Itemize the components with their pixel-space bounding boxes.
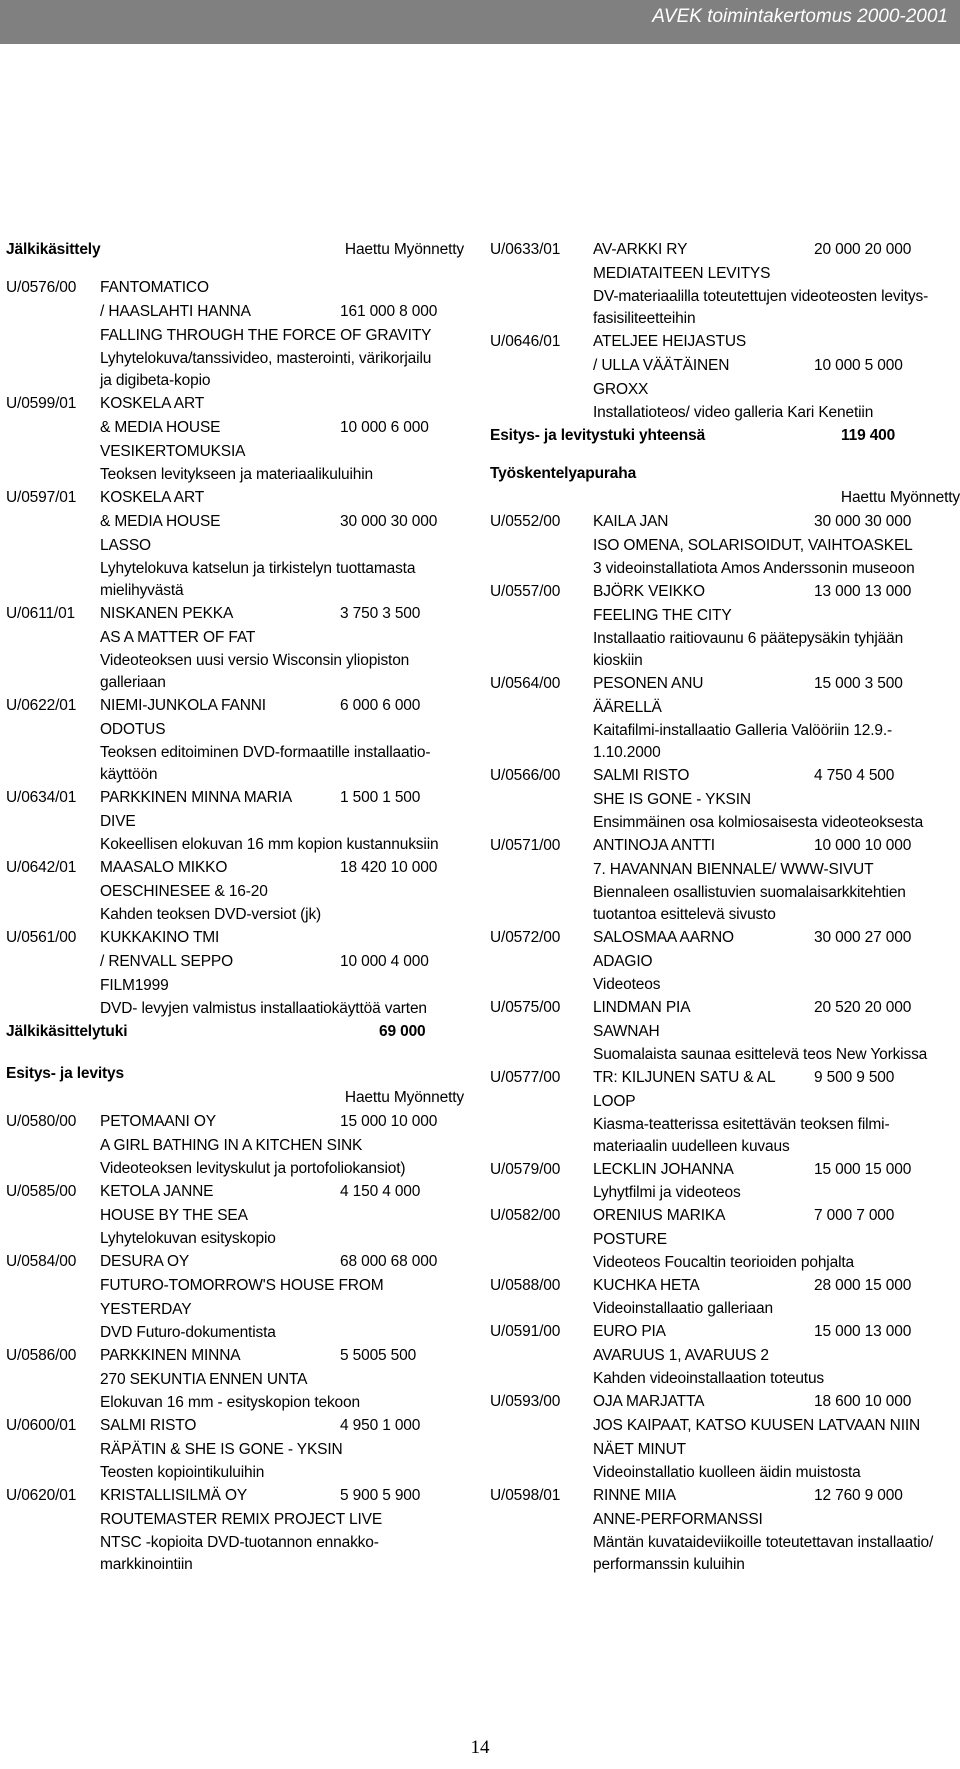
grant-amounts: 5 5005 500 [340,1347,417,1364]
page-number: 14 [470,1737,490,1758]
description-text: käyttöön [100,766,158,783]
entry-line [490,534,960,558]
recipient-or-title: PARKKINEN MINNA [100,1347,241,1364]
left-column [6,238,474,1576]
recipient-or-title: AS A MATTER OF FAT [100,629,256,646]
description-text: Elokuvan 16 mm - esityskopion tekoon [100,1394,360,1411]
entry-line [6,534,474,558]
description-line [490,628,960,650]
subtotal-label: Esitys- ja levitystuki yhteensä [490,427,706,444]
grant-entry [6,786,474,810]
grant-amounts: 15 000 15 000 [814,1161,912,1178]
description-line [490,742,960,764]
description-text: Teoksen editoiminen DVD-formaatille installaatio- [100,744,431,761]
grant-amounts: 10 000 10 000 [814,837,912,854]
grant-code: U/0552/00 [490,513,561,530]
recipient-or-title: KRISTALLISILMÄ OY [100,1487,248,1504]
grant-amounts: 9 500 9 500 [814,1069,895,1086]
recipient-or-title: SAWNAH [593,1023,660,1040]
description-line [490,558,960,580]
grant-entry [6,1414,474,1438]
recipient-or-title: FEELING THE CITY [593,607,732,624]
grant-code: U/0575/00 [490,999,561,1016]
entry-line [6,950,474,974]
recipient-or-title: ODOTUS [100,721,166,738]
grant-code: U/0576/00 [6,279,77,296]
grant-entry [490,510,960,534]
description-text: galleriaan [100,674,166,691]
grant-code: U/0622/01 [6,697,77,714]
description-text: Videoinstallatio kuolleen äidin muistosta [593,1464,861,1481]
entry-line [6,718,474,742]
description-line [490,286,960,308]
recipient-or-title: MAASALO MIKKO [100,859,228,876]
spacer [6,262,474,276]
grant-amounts: 7 000 7 000 [814,1207,895,1224]
description-text: Videoteoksen uusi versio Wisconsin yliopiston [100,652,410,669]
column-header: Haettu Myönnetty [344,1089,464,1106]
recipient-or-title: ÄÄRELLÄ [593,699,662,716]
recipient-or-title: 270 SEKUNTIA ENNEN UNTA [100,1371,308,1388]
grant-code: U/0634/01 [6,789,77,806]
entry-line [6,1508,474,1532]
section-heading [490,462,960,486]
description-line [490,1182,960,1204]
grant-amounts: 15 000 13 000 [814,1323,912,1340]
description-text: Teoksen levitykseen ja materiaalikuluihin [100,466,373,483]
description-line [6,834,474,856]
description-text: Videoteos Foucaltin teorioiden pohjalta [593,1254,854,1271]
description-text: Lyhytfilmi ja videoteos [593,1184,741,1201]
grant-amounts: 10 000 4 000 [340,953,429,970]
entry-line [490,1020,960,1044]
grant-code: U/0571/00 [490,837,561,854]
recipient-or-title: SALMI RISTO [100,1417,197,1434]
description-text: Installaatio raitiovaunu 6 päätepysäkin tyhjään [593,630,904,647]
description-text: Kokeellisen elokuvan 16 mm kopion kustannuksiin [100,836,439,853]
recipient-or-title: FALLING THROUGH THE FORCE OF GRAVITY [100,327,432,344]
grant-entry [490,1204,960,1228]
description-text: DV-materiaalilla toteutettujen videoteosten levitys- [593,288,929,305]
section-title: Jälkikäsittely [6,241,101,258]
grant-code: U/0582/00 [490,1207,561,1224]
description-line [6,904,474,926]
entry-line [6,1438,474,1462]
recipient-or-title: NISKANEN PEKKA [100,605,234,622]
grant-entry [490,1274,960,1298]
section-title: Esitys- ja levitys [6,1065,124,1082]
recipient-or-title: / HAASLAHTI HANNA [100,303,251,320]
description-line [6,998,474,1020]
description-text: Kaitafilmi-installaatio Galleria Valööriin 12.9.- [593,722,893,739]
grant-entry [6,1344,474,1368]
recipient-or-title: SALMI RISTO [593,767,690,784]
header-bar [0,0,960,44]
recipient-or-title: A GIRL BATHING IN A KITCHEN SINK [100,1137,363,1154]
recipient-or-title: OESCHINESEE & 16-20 [100,883,268,900]
grant-entry [6,1250,474,1274]
grant-code: U/0599/01 [6,395,77,412]
entry-line [6,974,474,998]
grant-entry [6,1110,474,1134]
subtotal-label: Jälkikäsittelytuki [6,1023,128,1040]
grant-entry [490,1390,960,1414]
grant-entry [490,1320,960,1344]
description-line [6,650,474,672]
grant-code: U/0600/01 [6,1417,77,1434]
recipient-or-title: & MEDIA HOUSE [100,419,221,436]
recipient-or-title: TR: KILJUNEN SATU & AL [593,1069,776,1086]
entry-line [6,1368,474,1392]
grant-amounts: 20 000 20 000 [814,241,912,258]
description-line [490,650,960,672]
recipient-or-title: PESONEN ANU [593,675,704,692]
description-text: kioskiin [593,652,643,669]
grant-amounts: 18 420 10 000 [340,859,438,876]
grant-amounts: 4 950 1 000 [340,1417,421,1434]
description-text: Ensimmäinen osa kolmiosaisesta videoteoksesta [593,814,924,831]
grant-amounts: 3 750 3 500 [340,605,421,622]
entry-line [6,510,474,534]
recipient-or-title: AVARUUS 1, AVARUUS 2 [593,1347,769,1364]
recipient-or-title: VESIKERTOMUKSIA [100,443,246,460]
right-column [490,238,960,1576]
recipient-or-title: & MEDIA HOUSE [100,513,221,530]
description-text: fasisiliteetteihin [593,310,696,327]
grant-entry [490,764,960,788]
grant-amounts: 1 500 1 500 [340,789,421,806]
recipient-or-title: ANNE-PERFORMANSSI [593,1511,763,1528]
description-line [6,742,474,764]
entry-line [6,324,474,348]
grant-entry [6,602,474,626]
grant-amounts: 4 750 4 500 [814,767,895,784]
grant-entry [490,580,960,604]
grant-entry [6,926,474,950]
description-text: materiaalin uudelleen kuvaus [593,1138,790,1155]
recipient-or-title: DESURA OY [100,1253,190,1270]
description-line [490,1532,960,1554]
description-text: markkinointiin [100,1556,193,1573]
recipient-or-title: NÄET MINUT [593,1441,686,1458]
recipient-or-title: 7. HAVANNAN BIENNALE/ WWW-SIVUT [593,861,874,878]
entry-line [6,880,474,904]
document-title: AVEK toimintakertomus 2000-2001 [652,6,948,27]
description-text: Installatioteos/ video galleria Kari Kenetiin [593,404,874,421]
description-line [6,764,474,786]
subtotal-value: 69 000 [379,1023,426,1040]
recipient-or-title: MEDIATAITEEN LEVITYS [593,265,771,282]
description-text: 3 videoinstallatiota Amos Anderssonin museoon [593,560,915,577]
description-line [6,558,474,580]
recipient-or-title: POSTURE [593,1231,667,1248]
description-text: DVD- levyjen valmistus installaatiokäyttöä varten [100,1000,427,1017]
description-line [6,1532,474,1554]
description-text: mielihyvästä [100,582,184,599]
description-line [490,1114,960,1136]
description-line [490,1136,960,1158]
description-line [6,1392,474,1414]
grant-entry [490,672,960,696]
description-text: NTSC -kopioita DVD-tuotannon ennakko- [100,1534,379,1551]
entry-line [6,1134,474,1158]
recipient-or-title: LINDMAN PIA [593,999,691,1016]
grant-amounts: 161 000 8 000 [340,303,438,320]
grant-entry [6,856,474,880]
grant-amounts: 4 150 4 000 [340,1183,421,1200]
grant-amounts: 12 760 9 000 [814,1487,903,1504]
description-text: Lyhytelokuva/tanssivideo, masterointi, värikorjailu [100,350,432,367]
grant-code: U/0597/01 [6,489,77,506]
grant-entry [6,1484,474,1508]
grant-amounts: 30 000 30 000 [340,513,438,530]
entry-line [490,858,960,882]
description-line [6,672,474,694]
recipient-or-title: OJA MARJATTA [593,1393,705,1410]
recipient-or-title: GROXX [593,381,649,398]
grant-amounts: 13 000 13 000 [814,583,912,600]
description-line [490,402,960,424]
grant-code: U/0593/00 [490,1393,561,1410]
entry-line [490,1508,960,1532]
grant-code: U/0584/00 [6,1253,77,1270]
description-text: Mäntän kuvataideviikoille toteutettavan installaatio/ [593,1534,934,1551]
recipient-or-title: FILM1999 [100,977,169,994]
entry-line [6,300,474,324]
recipient-or-title: FANTOMATICO [100,279,209,296]
grant-amounts: 28 000 15 000 [814,1277,912,1294]
description-line [490,308,960,330]
grant-amounts: 18 600 10 000 [814,1393,912,1410]
entry-line [490,950,960,974]
grant-amounts: 20 520 20 000 [814,999,912,1016]
column-header: Haettu Myönnetty [840,489,960,506]
recipient-or-title: LECKLIN JOHANNA [593,1161,734,1178]
grant-amounts: 30 000 30 000 [814,513,912,530]
grant-entry [6,276,474,300]
recipient-or-title: FUTURO-TOMORROW'S HOUSE FROM [100,1277,384,1294]
grant-code: U/0579/00 [490,1161,561,1178]
entry-line [490,262,960,286]
recipient-or-title: BJÖRK VEIKKO [593,583,705,600]
entry-line [6,416,474,440]
recipient-or-title: ISO OMENA, SOLARISOIDUT, VAIHTOASKEL [593,537,913,554]
grant-code: U/0588/00 [490,1277,561,1294]
grant-amounts: 5 900 5 900 [340,1487,421,1504]
recipient-or-title: KOSKELA ART [100,395,205,412]
description-line [490,1044,960,1066]
description-text: Biennaleen osallistuvien suomalaisarkkitehtien [593,884,906,901]
grant-code: U/0642/01 [6,859,77,876]
recipient-or-title: KETOLA JANNE [100,1183,214,1200]
entry-line [490,696,960,720]
grant-code: U/0566/00 [490,767,561,784]
grant-amounts: 6 000 6 000 [340,697,421,714]
grant-entry [490,1484,960,1508]
description-line [490,974,960,996]
description-text: Videoteos [593,976,661,993]
description-line [490,1298,960,1320]
description-text: Kahden teoksen DVD-versiot (jk) [100,906,322,923]
grant-code: U/0598/01 [490,1487,561,1504]
spacer [6,1044,474,1062]
grant-amounts: 30 000 27 000 [814,929,912,946]
recipient-or-title: PARKKINEN MINNA MARIA [100,789,293,806]
grant-amounts: 15 000 10 000 [340,1113,438,1130]
grant-entry [490,238,960,262]
grant-entry [490,996,960,1020]
recipient-or-title: AV-ARKKI RY [593,241,688,258]
description-line [490,720,960,742]
recipient-or-title: KUCHKA HETA [593,1277,700,1294]
grant-code: U/0591/00 [490,1323,561,1340]
recipient-or-title: KOSKELA ART [100,489,205,506]
description-line [490,1554,960,1576]
section-heading [6,1062,474,1086]
subtotal-row [6,1020,474,1044]
recipient-or-title: DIVE [100,813,136,830]
description-line [6,1462,474,1484]
entry-line [6,1204,474,1228]
grant-entry [6,694,474,718]
description-line [6,1554,474,1576]
recipient-or-title: / RENVALL SEPPO [100,953,233,970]
description-line [6,1228,474,1250]
description-line [6,1322,474,1344]
grant-code: U/0557/00 [490,583,561,600]
description-line [490,882,960,904]
entry-line [490,1228,960,1252]
description-line [490,1368,960,1390]
spacer [490,448,960,462]
grant-entry [6,1180,474,1204]
recipient-or-title: / ULLA VÄÄTÄINEN [593,357,730,374]
description-line [490,1252,960,1274]
recipient-or-title: LOOP [593,1093,636,1110]
recipient-or-title: NIEMI-JUNKOLA FANNI [100,697,266,714]
grant-entry [490,834,960,858]
entry-line [490,604,960,628]
description-line [6,348,474,370]
recipient-or-title: ATELJEE HEIJASTUS [593,333,747,350]
grant-code: U/0633/01 [490,241,561,258]
grant-code: U/0646/01 [490,333,561,350]
grant-entry [6,486,474,510]
recipient-or-title: KUKKAKINO TMI [100,929,220,946]
entry-line [6,1298,474,1322]
section-title: Työskentelyapuraha [490,465,637,482]
grant-code: U/0572/00 [490,929,561,946]
recipient-or-title: KAILA JAN [593,513,669,530]
entry-line [6,626,474,650]
description-text: Suomalaista saunaa esittelevä teos New Yorkissa [593,1046,928,1063]
entry-line [6,810,474,834]
recipient-or-title: JOS KAIPAAT, KATSO KUUSEN LATVAAN NIIN [593,1417,921,1434]
recipient-or-title: YESTERDAY [100,1301,192,1318]
grant-entry [490,1066,960,1090]
subtotal-value: 119 400 [841,427,896,444]
description-text: tuotantoa esittelevä sivusto [593,906,776,923]
recipient-or-title: RÄPÄTIN & SHE IS GONE - YKSIN [100,1441,343,1458]
column-header-row [6,1086,474,1110]
description-text: ja digibeta-kopio [100,372,211,389]
recipient-or-title: RINNE MIIA [593,1487,676,1504]
description-text: Kahden videoinstallaation toteutus [593,1370,825,1387]
grant-amounts: 68 000 68 000 [340,1253,438,1270]
grant-code: U/0561/00 [6,929,77,946]
description-line [490,1462,960,1484]
description-line [6,370,474,392]
recipient-or-title: HOUSE BY THE SEA [100,1207,248,1224]
recipient-or-title: SHE IS GONE - YKSIN [593,791,751,808]
description-text: Lyhytelokuva katselun ja tirkistelyn tuottamasta [100,560,416,577]
grant-code: U/0611/01 [6,605,76,622]
grant-entry [490,330,960,354]
entry-line [490,354,960,378]
description-text: Kiasma-teatterissa esitettävän teoksen filmi- [593,1116,890,1133]
description-line [490,904,960,926]
entry-line [490,1090,960,1114]
recipient-or-title: ROUTEMASTER REMIX PROJECT LIVE [100,1511,383,1528]
description-text: performanssin kuluihin [593,1556,745,1573]
grant-code: U/0564/00 [490,675,561,692]
entry-line [6,1274,474,1298]
entry-line [490,378,960,402]
recipient-or-title: LASSO [100,537,151,554]
grant-code: U/0585/00 [6,1183,77,1200]
grant-entry [6,392,474,416]
grant-amounts: 15 000 3 500 [814,675,903,692]
grant-code: U/0620/01 [6,1487,77,1504]
description-text: Videoinstallaatio galleriaan [593,1300,773,1317]
column-header: Haettu Myönnetty [344,241,464,258]
entry-line [490,1344,960,1368]
description-text: Teosten kopiointikuluihin [100,1464,265,1481]
grant-amounts: 10 000 5 000 [814,357,903,374]
description-line [6,580,474,602]
recipient-or-title: EURO PIA [593,1323,666,1340]
entry-line [490,788,960,812]
grant-code: U/0580/00 [6,1113,77,1130]
entry-line [490,1414,960,1438]
entry-line [6,440,474,464]
description-line [6,464,474,486]
grant-amounts: 10 000 6 000 [340,419,429,436]
grant-code: U/0577/00 [490,1069,561,1086]
grant-entry [490,1158,960,1182]
description-line [490,812,960,834]
description-line [6,1158,474,1180]
grant-code: U/0586/00 [6,1347,77,1364]
recipient-or-title: PETOMAANI OY [100,1113,216,1130]
column-header-row [490,486,960,510]
grant-entry [490,926,960,950]
entry-line [490,1438,960,1462]
description-text: Videoteoksen levityskulut ja portofoliokansiot) [100,1160,406,1177]
section-heading [6,238,474,262]
recipient-or-title: ORENIUS MARIKA [593,1207,726,1224]
subtotal-row [490,424,960,448]
recipient-or-title: SALOSMAA AARNO [593,929,734,946]
recipient-or-title: ANTINOJA ANTTI [593,837,715,854]
description-text: DVD Futuro-dokumentista [100,1324,276,1341]
description-text: Lyhytelokuvan esityskopio [100,1230,276,1247]
description-text: 1.10.2000 [593,744,661,761]
recipient-or-title: ADAGIO [593,953,653,970]
